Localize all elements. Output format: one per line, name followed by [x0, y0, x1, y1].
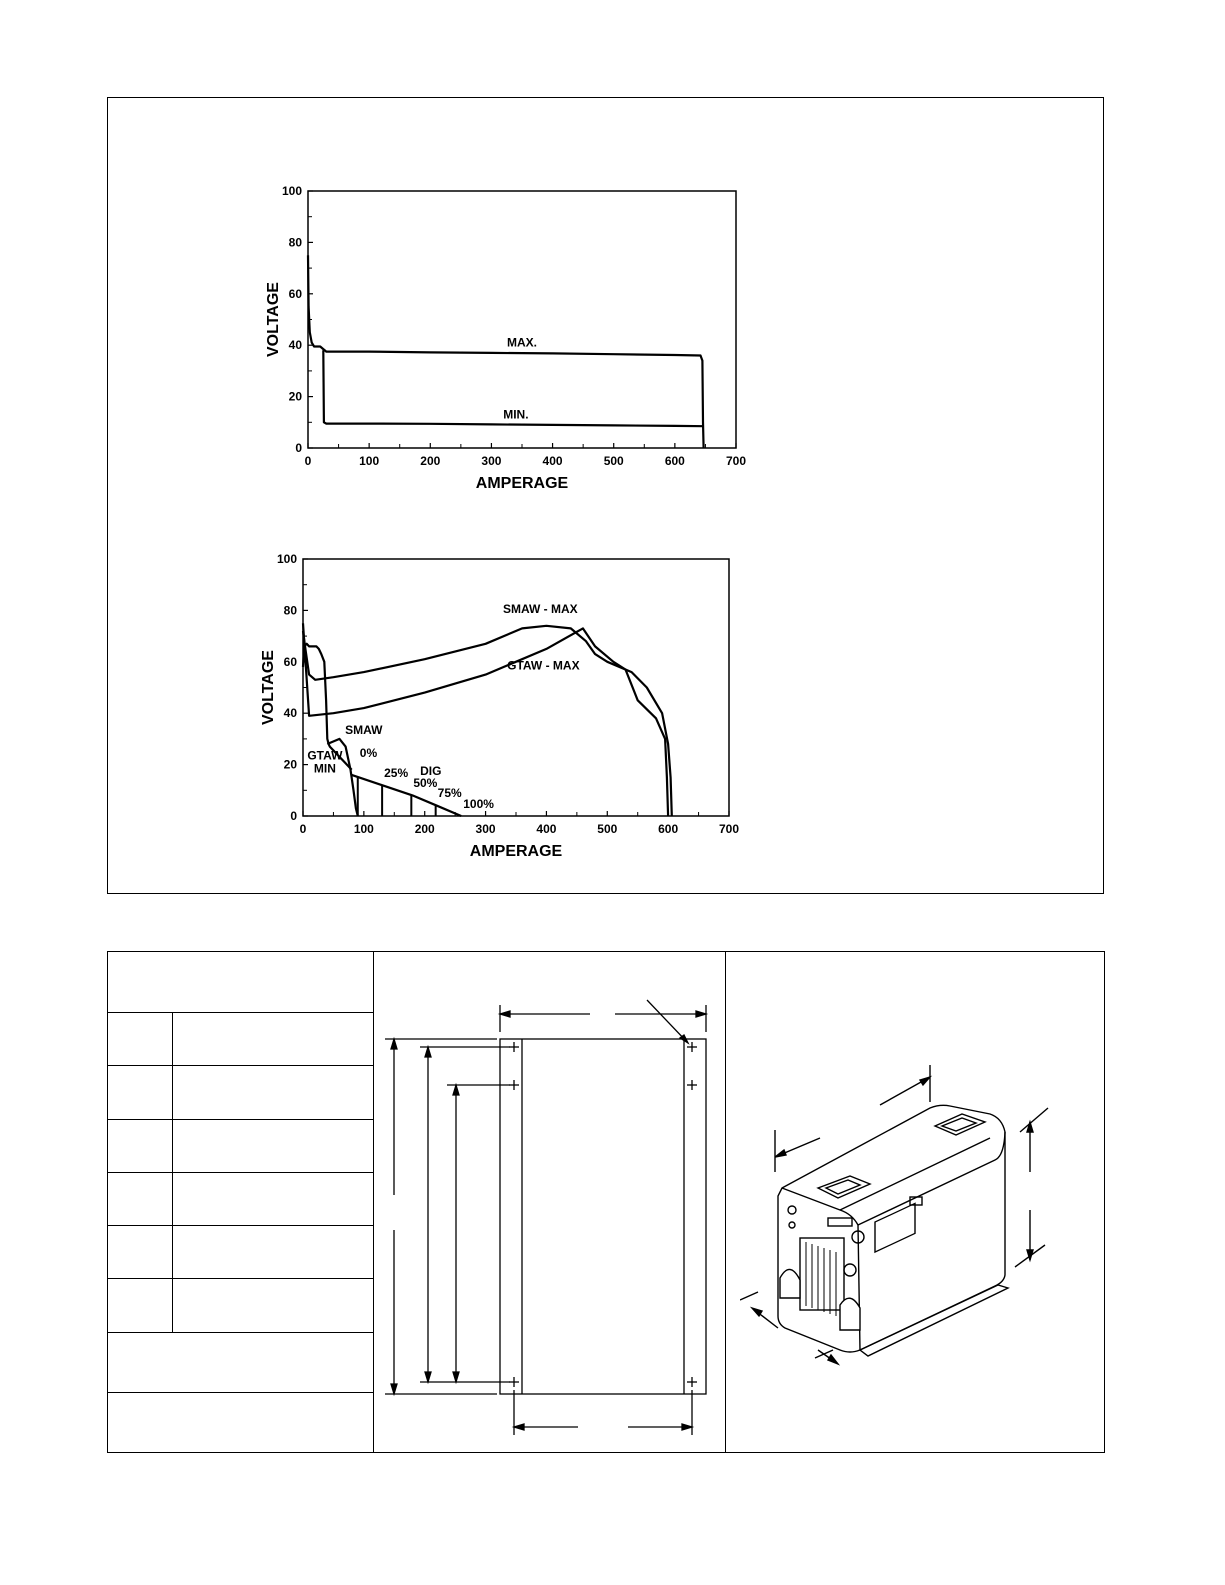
x-tick-label: 500 — [603, 454, 624, 468]
chart-smaw-gtaw — [250, 553, 750, 868]
x-tick-label: 700 — [718, 822, 740, 836]
x-tick-label: 0 — [304, 454, 312, 468]
y-tick-label: 40 — [288, 338, 302, 353]
smaw-max-label: SMAW - MAX — [503, 601, 578, 616]
smaw-label: SMAW — [345, 722, 383, 737]
gtaw-max-label: GTAW - MAX — [507, 658, 580, 673]
x-tick-label: 100 — [359, 454, 380, 468]
x-tick-label: 200 — [420, 454, 441, 468]
y-tick-label: 0 — [295, 441, 302, 455]
table-key-column — [172, 1012, 173, 1332]
y-tick-label: 0 — [290, 809, 297, 823]
x-tick-label: 0 — [299, 822, 307, 836]
x-tick-label: 400 — [536, 822, 557, 836]
dig-tick-label: 50% — [413, 776, 438, 791]
y-tick-label: 60 — [288, 286, 302, 301]
x-tick-label: 200 — [414, 822, 435, 836]
table-row — [108, 1278, 373, 1279]
y-tick-label: 20 — [288, 389, 302, 404]
y-tick-label: 40 — [283, 706, 297, 721]
y-tick-label: 80 — [283, 603, 297, 618]
drawings-divider — [725, 952, 726, 1452]
x-tick-label: 100 — [353, 822, 374, 836]
dig-tick-label: 25% — [384, 766, 409, 781]
max-label: MAX. — [507, 335, 537, 350]
min-label: MIN. — [503, 407, 529, 422]
y-tick-label: 60 — [283, 654, 297, 669]
x-tick-label: 300 — [475, 822, 496, 836]
welder-unit-drawing — [740, 1060, 1070, 1390]
x-tick-label: 300 — [481, 454, 502, 468]
table-row — [108, 1172, 373, 1173]
x-tick-label: 600 — [658, 822, 679, 836]
x-tick-label: 600 — [664, 454, 685, 468]
x-tick-label: 700 — [725, 454, 747, 468]
x-axis-label: AMPERAGE — [475, 475, 569, 492]
y-tick-label: 100 — [276, 553, 297, 566]
x-tick-label: 400 — [542, 454, 563, 468]
table-row — [108, 1225, 373, 1226]
table-row — [108, 1392, 373, 1393]
y-tick-label: 100 — [281, 185, 302, 198]
table-row — [108, 1065, 373, 1066]
table-row — [108, 1332, 373, 1333]
y-axis-label: VOLTAGE — [265, 282, 282, 357]
x-axis-label: AMPERAGE — [469, 843, 563, 860]
mounting-hole-diagram — [375, 990, 720, 1445]
y-axis-label: VOLTAGE — [260, 650, 277, 725]
x-tick-label: 500 — [597, 822, 618, 836]
gtaw-label: GTAW — [307, 748, 343, 763]
plot-frame — [303, 559, 729, 816]
dimensions-table — [108, 952, 374, 1452]
table-header-cell — [108, 1012, 373, 1013]
min-label: MIN — [313, 761, 336, 776]
y-tick-label: 20 — [283, 757, 297, 772]
y-tick-label: 80 — [288, 235, 302, 250]
dig-tick-label: 75% — [437, 786, 462, 801]
table-row — [108, 1119, 373, 1120]
chart-max-min — [260, 185, 760, 495]
dig-tick-label: 100% — [463, 797, 494, 811]
dig-label: DIG — [420, 763, 442, 778]
dig-tick-label: 0% — [359, 745, 378, 760]
